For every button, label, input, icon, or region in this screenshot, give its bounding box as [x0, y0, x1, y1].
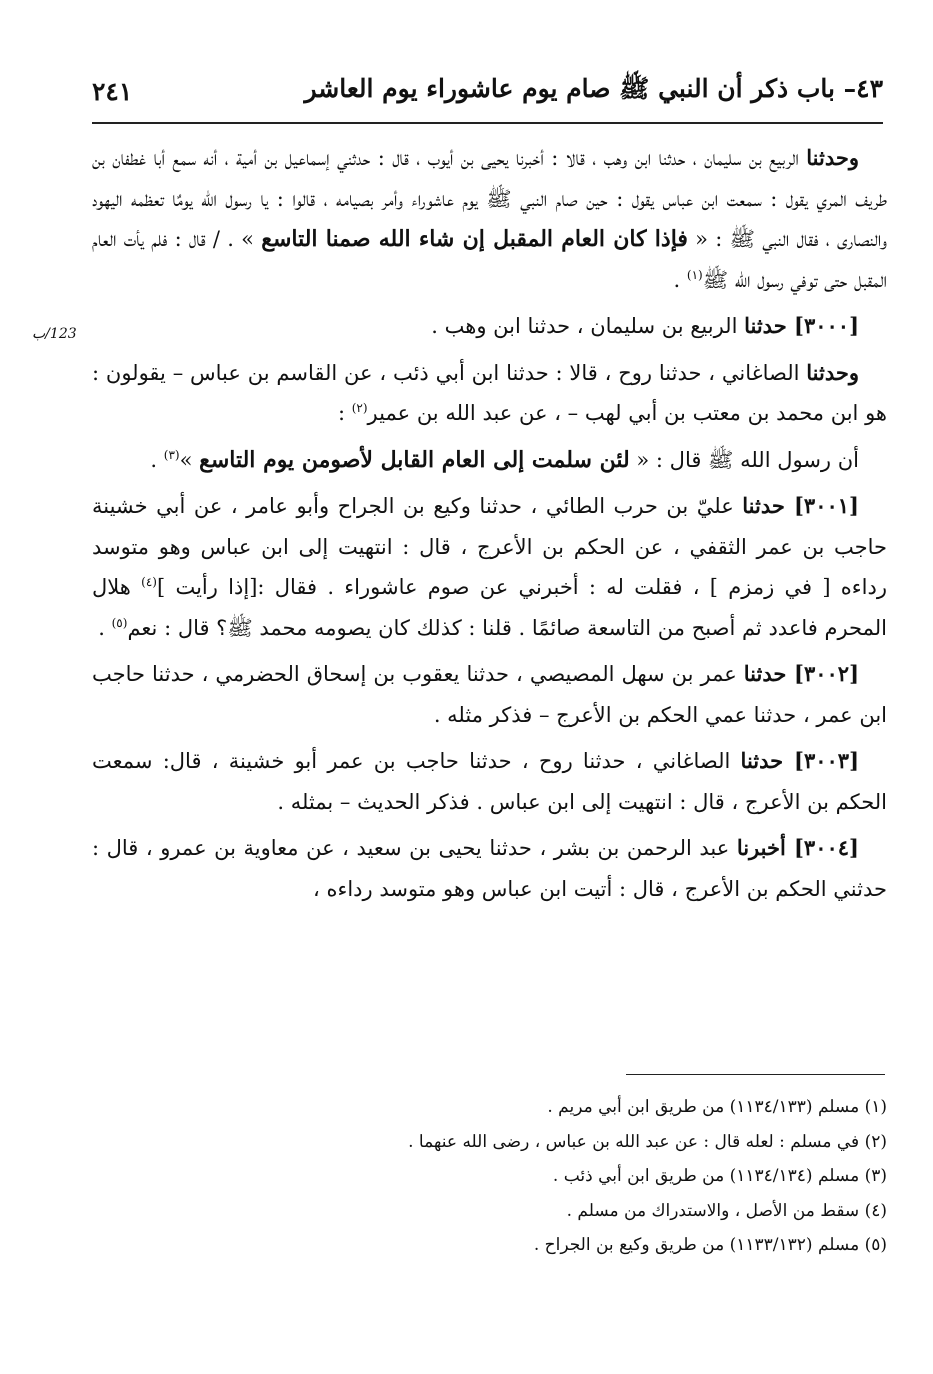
hadith-number-lead: [٣٠٠١] حدثنا: [742, 493, 859, 518]
footnote-ref[interactable]: (١): [686, 267, 703, 282]
hadith-number-lead: [٣٠٠٠] حدثنا: [744, 313, 859, 338]
paragraph-intro: [92, 138, 887, 300]
paragraph-text: .: [150, 447, 164, 472]
footnote-1: (١) مسلم (١١٣٤/١٣٣) من طريق ابن أبي مريم .: [547, 1097, 887, 1117]
paragraph-3004: [92, 828, 887, 909]
paragraph-hadith-text: [92, 440, 887, 481]
footnote-ref[interactable]: (٤): [141, 575, 157, 589]
paragraph-text: الصاغاني ، حدثنا روح ، حدثنا حاجب بن عمر أبو خشينة ، قال: سمعت الحكم بن الأعرج ، قال : انتهيت إلى ابن عباس . فذكر الحديث – بمثله .: [92, 749, 887, 814]
footnotes: [92, 1090, 887, 1263]
page-number: ٢٤١: [92, 76, 133, 106]
footnote-3: (٣) مسلم (١١٣٤/١٣٤) من طريق ابن أبي ذئب .: [552, 1166, 887, 1186]
paragraph-text: » . / قال : فلم يأت العام المقبل حتى توفي رسول الله ﷺ: [92, 227, 887, 292]
paragraph-text: :: [337, 401, 352, 425]
narration-lead: وحدثنا: [806, 145, 859, 170]
footnote-divider: [626, 1074, 885, 1075]
paragraph-3000: [92, 306, 887, 347]
manuscript-folio-note: 123/ب: [32, 326, 77, 342]
page-header: [92, 60, 883, 124]
paragraph-text: عليّ بن حرب الطائي ، حدثنا وكيع بن الجراح وأبو عامر ، عن أبي خشينة حاجب بن عمر الثقفي ، عن الحكم بن الأعرج ، قال : انتهيت إلى ابن عباس وهو متوسد رداءه [ في زمزم ] ، فقلت له : أخبرني عن صوم عاشوراء . فقال :[إذا رأيت ]: [92, 494, 887, 599]
footnote-ref[interactable]: (٣): [163, 447, 180, 462]
chapter-title: ٤٣– باب ذكر أن النبي ﷺ صام يوم عاشوراء يوم العاشر: [304, 73, 883, 103]
paragraph-text: عبد الرحمن بن بشر ، حدثنا يحيى بن سعيد ، عن معاوية بن عمرو ، قال : حدثني الحكم بن الأعرج ، قال : أتيت ابن عباس وهو متوسد رداءه ،: [92, 836, 887, 901]
footnote-2: (٢) في مسلم : لعله قال : عن عبد الله بن عباس ، رضى الله عنهما .: [408, 1131, 887, 1152]
paragraph-text: »: [179, 447, 200, 472]
footnote-4: (٤) سقط من الأصل ، والاستدراك من مسلم .: [566, 1200, 887, 1221]
paragraph-text: .: [98, 615, 112, 640]
hadith-number-lead: [٣٠٠٤] أخبرنا: [736, 835, 859, 860]
main-text: [92, 138, 887, 915]
footnote-ref[interactable]: (٢): [351, 401, 368, 415]
paragraph-text: عمر بن سهل المصيصي ، حدثنا يعقوب بن إسحاق الحضرمي ، حدثنا حاجب ابن عمر ، حدثنا عمي الحكم بن الأعرج – فذكر مثله .: [92, 662, 887, 727]
paragraph-text: الصاغاني ، حدثنا روح ، قالا : حدثنا ابن أبي ذئب ، عن القاسم بن عباس – يقولون : هو ابن محمد بن معتب بن أبي لهب – ، عن عبد الله بن عمير: [92, 360, 887, 425]
hadith-number-lead: [٣٠٠٣] حدثنا: [740, 748, 859, 773]
hadith-quote: لئن سلمت إلى العام القابل لأصومن يوم التاسع: [199, 446, 630, 473]
paragraph-3003: [92, 741, 887, 822]
hadith-quote: فإذا كان العام المقبل إن شاء الله صمنا التاسع: [261, 226, 688, 252]
narration-lead: وحدثنا: [806, 359, 859, 385]
paragraph-text: هلال المحرم فاعدد ثم أصبح من التاسعة صائمًا . قلنا : كذلك كان يصومه محمد ﷺ؟ قال : نعم: [92, 575, 887, 640]
paragraph-text: أن رسول الله ﷺ قال : «: [629, 447, 859, 472]
paragraph-text: الربيع بن سليمان ، حدثنا ابن وهب ، قالا : أخبرنا يحيى بن أيوب ، قال : حدثني إسماعيل بن أمية ، أنه سمع أبا غطفان بن طريف المري يقول : سمعت ابن عباس يقول : حين صام النبي ﷺ يوم عاشوراء وأمر بصيامه ، قالوا : يا رسول الله يومٌا تعظمه اليهود والنصارى ، فقال النبي ﷺ : «: [92, 146, 887, 251]
hadith-number-lead: [٣٠٠٢] حدثنا: [743, 661, 859, 686]
footnote-ref[interactable]: (٥): [111, 615, 128, 630]
paragraph-3001: [92, 486, 887, 648]
paragraph-3002: [92, 654, 887, 735]
paragraph-chain: [92, 353, 887, 434]
paragraph-text: .: [673, 267, 687, 292]
paragraph-text: الربيع بن سليمان ، حدثنا ابن وهب .: [431, 314, 745, 338]
footnote-5: (٥) مسلم (١١٣٣/١٣٢) من طريق وكيع بن الجراح .: [533, 1235, 887, 1255]
